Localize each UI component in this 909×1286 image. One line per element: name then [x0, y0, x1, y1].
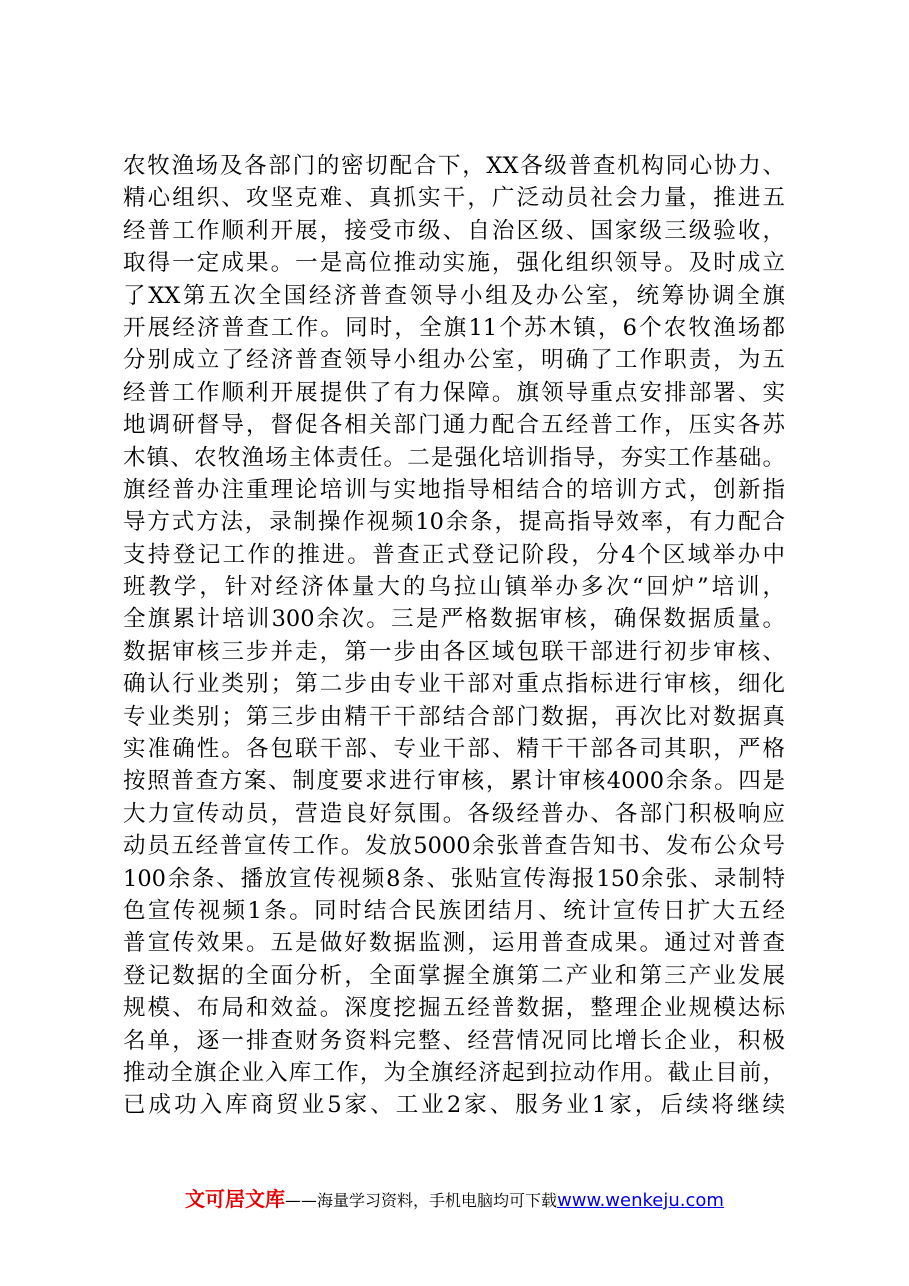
text-line: 专业类别；第三步由精干干部结合部门数据，再次比对数据真	[123, 703, 785, 730]
text-line: 班教学，针对经济体量大的乌拉山镇举办多次“回炉”培训，	[123, 574, 785, 601]
text-line: 精心组织、攻坚克难、真抓实干，广泛动员社会力量，推进五	[123, 185, 785, 212]
text-line: 规模、布局和效益。深度挖掘五经普数据，整理企业规模达标	[123, 995, 785, 1022]
text-line: 色宣传视频1条。同时结合民族团结月、统计宣传日扩大五经	[123, 897, 785, 924]
text-line: 导方式方法，录制操作视频10余条，提高指导效率，有力配合	[123, 509, 785, 536]
text-line: 实准确性。各包联干部、专业干部、精干干部各司其职，严格	[123, 736, 785, 763]
text-line: 确认行业类别；第二步由专业干部对重点指标进行审核，细化	[123, 671, 785, 698]
footer-site-link[interactable]: www.wenkeju.com	[557, 1190, 724, 1211]
footer-brand: 文可居文库	[185, 1187, 286, 1211]
text-line: 地调研督导，督促各相关部门通力配合五经普工作，压实各苏	[123, 412, 785, 439]
text-line: 全旗累计培训300余次。三是严格数据审核，确保数据质量。	[123, 606, 785, 633]
text-line: 分别成立了经济普查领导小组办公室，明确了工作职责，为五	[123, 347, 785, 374]
text-line: 数据审核三步并走，第一步由各区域包联干部进行初步审核、	[123, 638, 785, 665]
text-line: 经普工作顺利开展提供了有力保障。旗领导重点安排部署、实	[123, 379, 785, 406]
text-line: 旗经普办注重理论培训与实地指导相结合的培训方式，创新指	[123, 476, 785, 503]
text-line: 100余条、播放宣传视频8条、张贴宣传海报150余张、录制特	[123, 865, 785, 892]
text-line: 农牧渔场及各部门的密切配合下，XX各级普查机构同心协力、	[123, 153, 785, 179]
text-line: 按照普查方案、制度要求进行审核，累计审核4000余条。四是	[123, 768, 785, 795]
body-paragraph	[123, 150, 785, 1122]
footer-slogan: ——海量学习资料，手机电脑均可下载	[285, 1191, 558, 1210]
text-line: 普宣传效果。五是做好数据监测，运用普查成果。通过对普查	[123, 930, 785, 957]
footer-banner	[0, 1183, 909, 1212]
text-line: 动员五经普宣传工作。发放5000余张普查告知书、发布公众号	[123, 833, 785, 860]
text-line: 开展经济普查工作。同时，全旗11个苏木镇，6个农牧渔场都	[123, 314, 785, 341]
text-line: 支持登记工作的推进。普查正式登记阶段，分4个区域举办中	[123, 541, 785, 568]
text-line: 已成功入库商贸业5家、工业2家、服务业1家，后续将继续	[123, 1092, 785, 1119]
text-line: 大力宣传动员，营造良好氛围。各级经普办、各部门积极响应	[123, 800, 785, 827]
text-line: 推动全旗企业入库工作，为全旗经济起到拉动作用。截止目前，	[123, 1059, 785, 1086]
text-line: 了XX第五次全国经济普查领导小组及办公室，统筹协调全旗	[123, 282, 785, 309]
text-line: 取得一定成果。一是高位推动实施，强化组织领导。及时成立	[123, 250, 785, 277]
text-line: 名单，逐一排查财务资料完整、经营情况同比增长企业，积极	[123, 1027, 785, 1054]
text-line: 木镇、农牧渔场主体责任。二是强化培训指导，夯实工作基础。	[123, 444, 785, 471]
text-line: 经普工作顺利开展，接受市级、自治区级、国家级三级验收，	[123, 217, 785, 244]
text-line: 登记数据的全面分析，全面掌握全旗第二产业和第三产业发展	[123, 962, 785, 989]
